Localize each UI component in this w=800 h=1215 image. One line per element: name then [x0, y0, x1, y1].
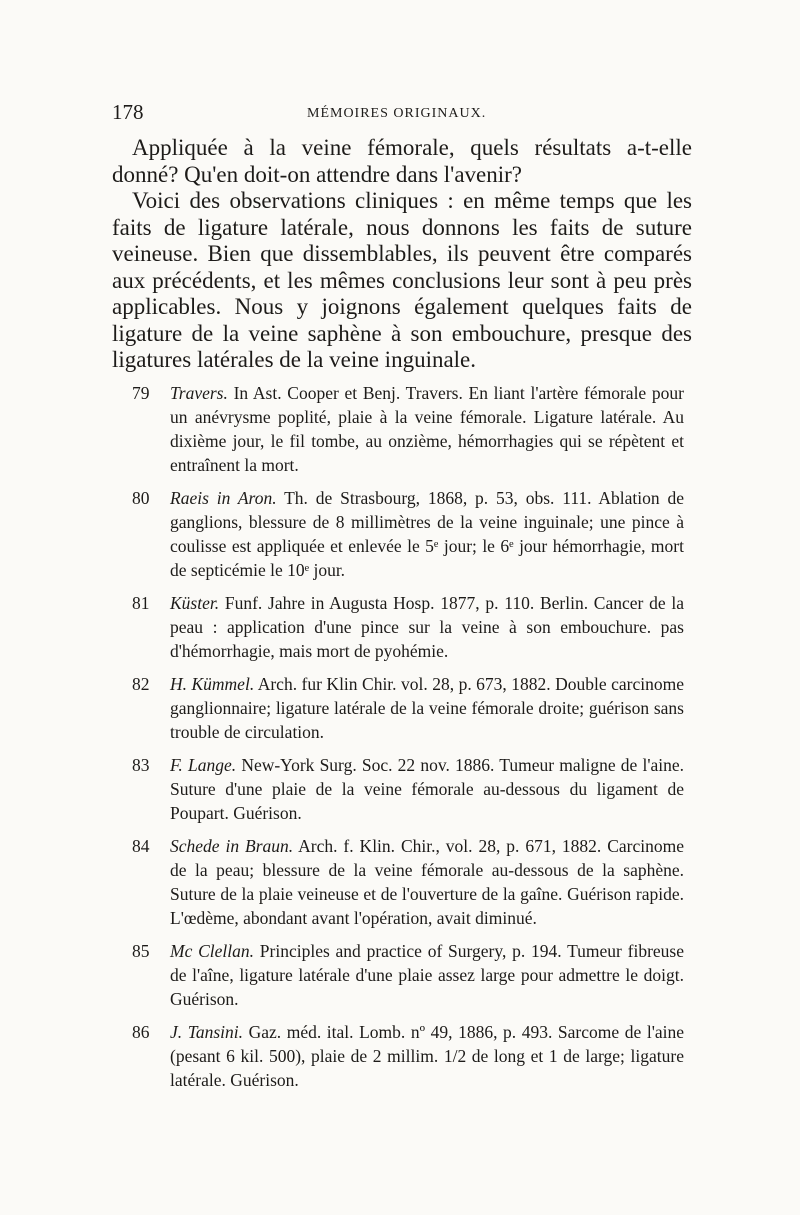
- observation-item: [132, 672, 684, 744]
- observation-text: [170, 1020, 684, 1092]
- observation-number: 79: [132, 383, 150, 403]
- page-number: 178: [112, 100, 144, 124]
- observation-text: [170, 486, 684, 582]
- observation-body: In Ast. Cooper et Benj. Travers. En liant l'artère fémorale pour un anévrysme poplité, plaie à la veine fémorale. Ligature latérale. Au dixième jour, le fil tombe, au onzième, hémorrhagies qui se répètent et entraînent la mort.: [170, 383, 684, 475]
- observation-author: Mc Clellan.: [170, 941, 255, 961]
- observation-body: Principles and practice of Surgery, p. 194. Tumeur fibreuse de l'aîne, ligature latérale d'une plaie assez large pour admettre le doigt. Guérison.: [170, 941, 684, 1009]
- observation-body: New-York Surg. Soc. 22 nov. 1886. Tumeur maligne de l'aine. Suture d'une plaie de la veine fémorale au-dessous du ligament de Poupart. Guérison.: [170, 755, 685, 823]
- observation-body: Arch. fur Klin Chir. vol. 28, p. 673, 1882. Double carcinome ganglionnaire; ligature latérale de la veine fémorale droite; guérison sans trouble de circulation.: [170, 674, 684, 742]
- observation-text: [170, 939, 684, 1011]
- observation-author: J. Tansini.: [170, 1022, 244, 1042]
- observation-number: 86: [132, 1022, 150, 1042]
- page-header: [112, 100, 692, 128]
- observation-author: Schede in Braun.: [170, 836, 294, 856]
- intro-paragraph: Appliquée à la veine fémorale, quels résultats a-t-elle donné? Qu'en doit-on attendre dans l'avenir?: [112, 135, 692, 187]
- observation-item: [132, 486, 684, 582]
- running-title: MÉMOIRES ORIGINAUX.: [307, 106, 487, 121]
- observation-author: F. Lange.: [170, 755, 237, 775]
- observation-item: [132, 591, 684, 663]
- observation-number: 85: [132, 941, 150, 961]
- observation-text: [170, 381, 684, 477]
- observation-number: 81: [132, 593, 150, 613]
- intro-text: [112, 135, 692, 374]
- observation-body: Arch. f. Klin. Chir., vol. 28, p. 671, 1882. Carcinome de la peau; blessure de la veine fémorale au-dessous de la saphène. Suture de la plaie veineuse et de l'ouverture de la gaîne. Guérison rapide. L'œdème, abondant avant l'opération, avait diminué.: [170, 836, 684, 928]
- observation-item: [132, 939, 684, 1011]
- observation-author: Raeis in Aron.: [170, 488, 277, 508]
- observations-list: [132, 381, 684, 1101]
- intro-paragraph: Voici des observations cliniques : en même temps que les faits de ligature latérale, nous donnons les faits de suture veineuse. Bien que dissemblables, ils peuvent être comparés aux précédents, et les mêmes conclusions leur sont à peu près applicables. Nous y joignons également quelques faits de ligature de la veine saphène à son embouchure, presque des ligatures latérales de la veine inguinale.: [112, 188, 692, 372]
- observation-body: Funf. Jahre in Augusta Hosp. 1877, p. 110. Berlin. Cancer de la peau : application d'une pince sur la veine à son embouchure. pas d'hémorrhagie, mais mort de pyohémie.: [170, 593, 684, 661]
- observation-item: [132, 1020, 684, 1092]
- observation-number: 80: [132, 488, 150, 508]
- observation-body: Gaz. méd. ital. Lomb. nº 49, 1886, p. 493. Sarcome de l'aine (pesant 6 kil. 500), plaie de 2 millim. 1/2 de long et 1 de large; ligature latérale. Guérison.: [170, 1022, 684, 1090]
- observation-item: [132, 753, 684, 825]
- observation-item: [132, 834, 684, 930]
- observation-text: [170, 834, 684, 930]
- observation-number: 83: [132, 755, 150, 775]
- observation-author: H. Kümmel.: [170, 674, 255, 694]
- observation-number: 82: [132, 674, 150, 694]
- observation-text: [170, 591, 684, 663]
- observation-number: 84: [132, 836, 150, 856]
- observation-item: [132, 381, 684, 477]
- observation-text: [170, 753, 684, 825]
- observation-author: Travers.: [170, 383, 228, 403]
- observation-text: [170, 672, 684, 744]
- observation-author: Küster.: [170, 593, 220, 613]
- observation-body: Th. de Strasbourg, 1868, p. 53, obs. 111. Ablation de ganglions, blessure de 8 millimètres de la veine inguinale; une pince à coulisse est appliquée et enlevée le 5ᵉ jour; le 6ᵉ jour hémorrhagie, mort de septicémie le 10ᵉ jour.: [170, 488, 685, 580]
